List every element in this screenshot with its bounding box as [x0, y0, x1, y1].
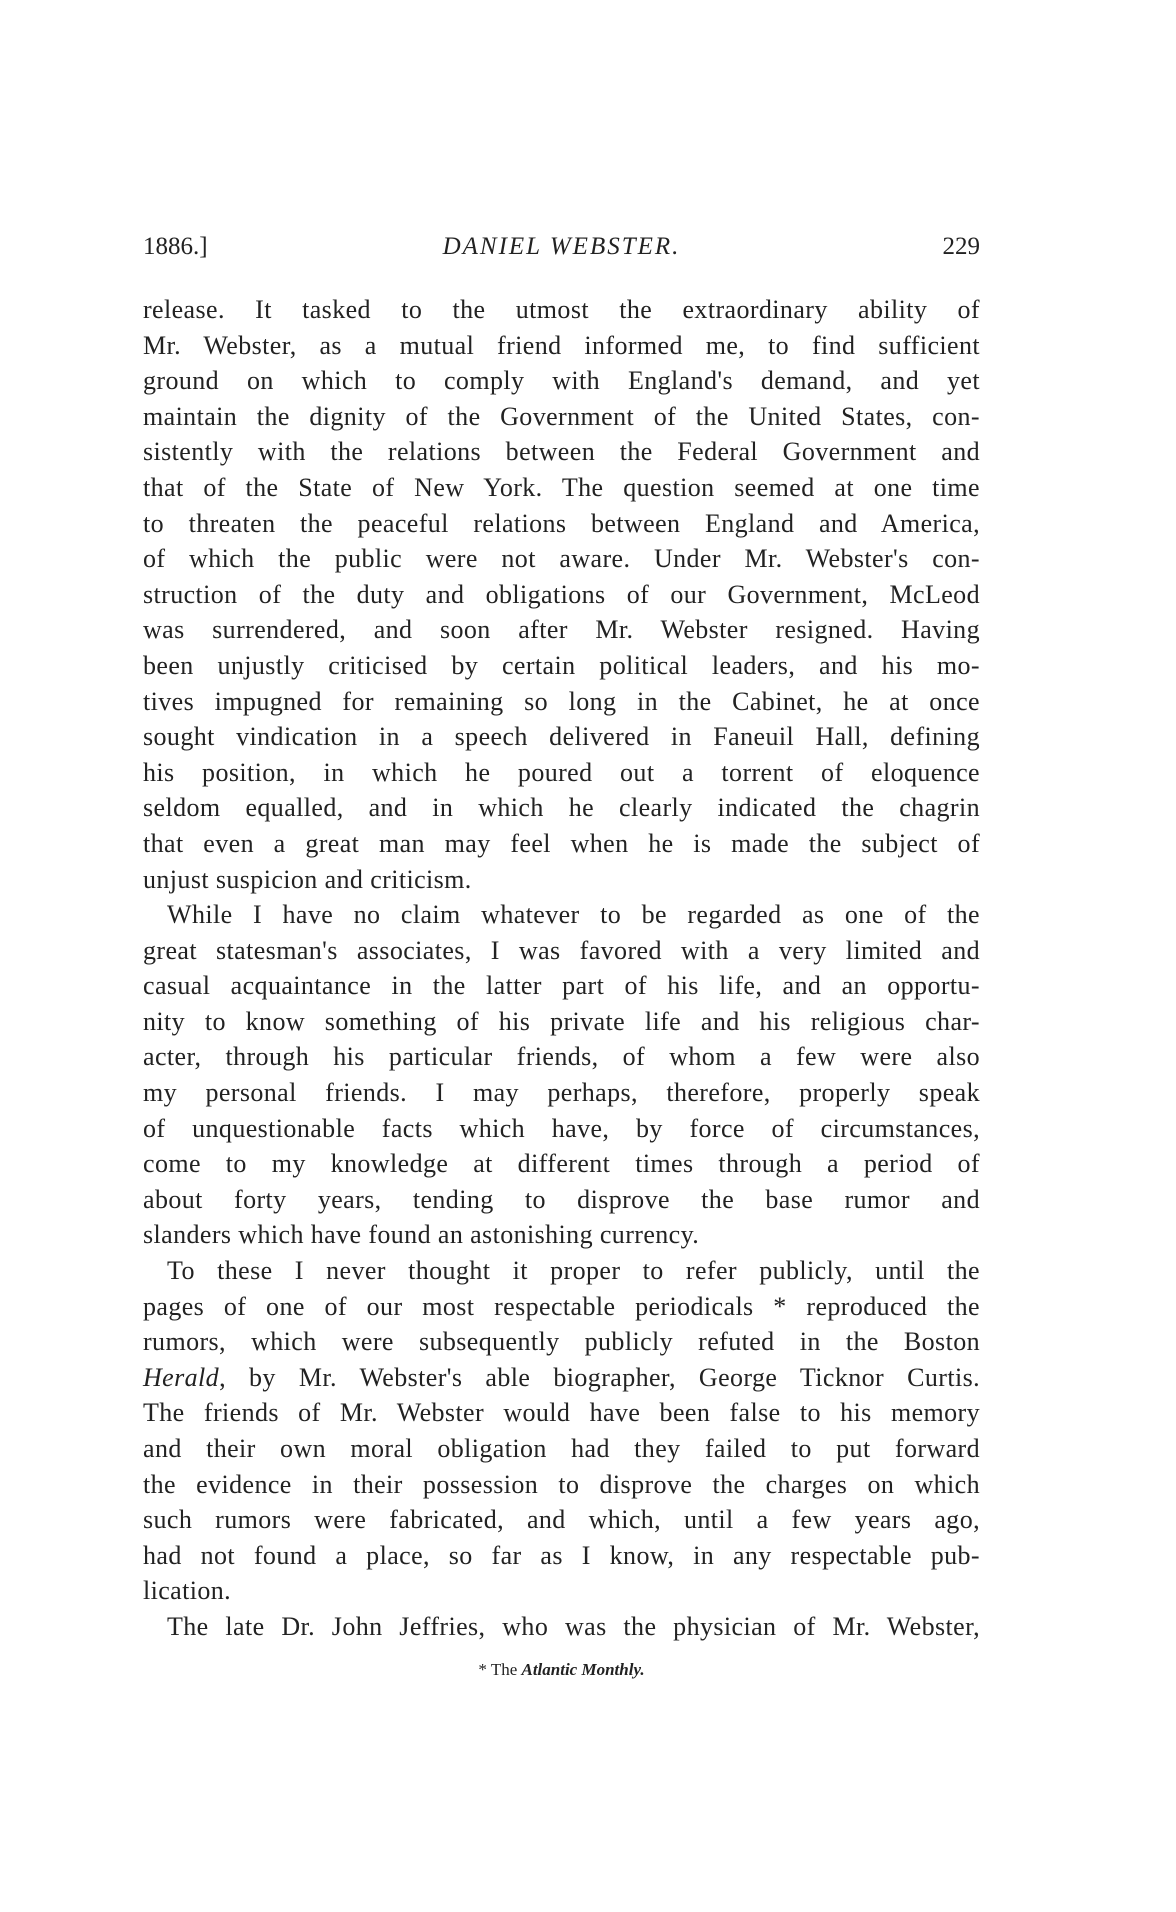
- page-number: 229: [942, 233, 980, 260]
- text-line: tives impugned for remaining so long in the Cabinet, he at once: [143, 686, 980, 716]
- header-title: DANIEL WEBSTER.: [442, 233, 681, 260]
- text-line: ground on which to comply with England's demand, and yet: [143, 366, 980, 396]
- text-line: rumors, which were subsequently publicly refuted in the Boston: [143, 1327, 980, 1357]
- text-line: and their own moral obligation had they failed to put forward: [143, 1434, 980, 1463]
- text-line: [143, 1360, 980, 1396]
- text-line: release. It tasked to the utmost the extraordinary ability of: [143, 295, 980, 324]
- text-line: pages of one of our most respectable periodicals * reproduced the: [143, 1291, 980, 1321]
- text-line: such rumors were fabricated, and which, until a few years ago,: [143, 1505, 980, 1535]
- text-line: come to my knowledge at different times through a period of: [143, 1149, 980, 1179]
- paragraph: [143, 1609, 980, 1645]
- text-line: that even a great man may feel when he is made the subject of: [143, 828, 980, 858]
- text-line: unjust suspicion and criticism.: [143, 864, 472, 894]
- text-line: nity to know something of his private life and his religious char-: [143, 1006, 980, 1036]
- paragraph: [143, 292, 980, 897]
- text-line: casual acquaintance in the latter part of his life, and an opportu-: [143, 971, 980, 1001]
- text-line: maintain the dignity of the Government of the United States, con-: [143, 401, 980, 431]
- text-line: Mr. Webster, as a mutual friend informed me, to find sufficient: [143, 330, 980, 360]
- text-line: of unquestionable facts which have, by force of circumstances,: [143, 1113, 980, 1143]
- paragraph: [143, 897, 980, 1253]
- header-year: 1886.]: [143, 233, 208, 260]
- text-line: the evidence in their possession to disprove the charges on which: [143, 1469, 980, 1499]
- text-line: The late Dr. John Jeffries, who was the physician of Mr. Webster,: [167, 1611, 980, 1641]
- text-line: acter, through his particular friends, of whom a few were also: [143, 1042, 980, 1072]
- italic-text: Herald: [143, 1362, 220, 1392]
- text-line: had not found a place, so far as I know, in any respectable pub-: [143, 1540, 980, 1570]
- text-line: sistently with the relations between the Federal Government and: [143, 437, 980, 467]
- text-line: his position, in which he poured out a torrent of eloquence: [143, 757, 980, 787]
- body-text: [143, 292, 980, 1645]
- paragraph: [143, 1253, 980, 1609]
- text-line: been unjustly criticised by certain political leaders, and his mo-: [143, 650, 980, 680]
- footnote-marker: * The: [478, 1660, 518, 1679]
- text-line: While I have no claim whatever to be regarded as one of the: [167, 900, 980, 930]
- text-line: great statesman's associates, I was favored with a very limited and: [143, 935, 980, 965]
- text-line: To these I never thought it proper to refer publicly, until the: [167, 1256, 980, 1286]
- text-line: of which the public were not aware. Under Mr. Webster's con-: [143, 544, 980, 574]
- text-line: struction of the duty and obligations of our Government, McLeod: [143, 579, 980, 609]
- text-line: to threaten the peaceful relations between England and America,: [143, 508, 980, 538]
- text-line: about forty years, tending to disprove the base rumor and: [143, 1184, 980, 1214]
- text-line: The friends of Mr. Webster would have been false to his memory: [143, 1398, 980, 1428]
- text-line: was surrendered, and soon after Mr. Webster resigned. Having: [143, 615, 980, 645]
- text-line: my personal friends. I may perhaps, therefore, properly speak: [143, 1078, 980, 1108]
- text-line: slanders which have found an astonishing currency.: [143, 1220, 700, 1250]
- text-segment: , by Mr. Webster's able biographer, George Ticknor Curtis.: [219, 1362, 980, 1392]
- text-line: that of the State of New York. The question seemed at one time: [143, 472, 980, 502]
- footnote-source: Atlantic Monthly.: [521, 1660, 645, 1679]
- footnote: [143, 1660, 980, 1680]
- text-line: sought vindication in a speech delivered in Faneuil Hall, defining: [143, 722, 980, 752]
- text-line: seldom equalled, and in which he clearly indicated the chagrin: [143, 793, 980, 823]
- running-header: [143, 233, 980, 269]
- text-line: lication.: [143, 1576, 232, 1606]
